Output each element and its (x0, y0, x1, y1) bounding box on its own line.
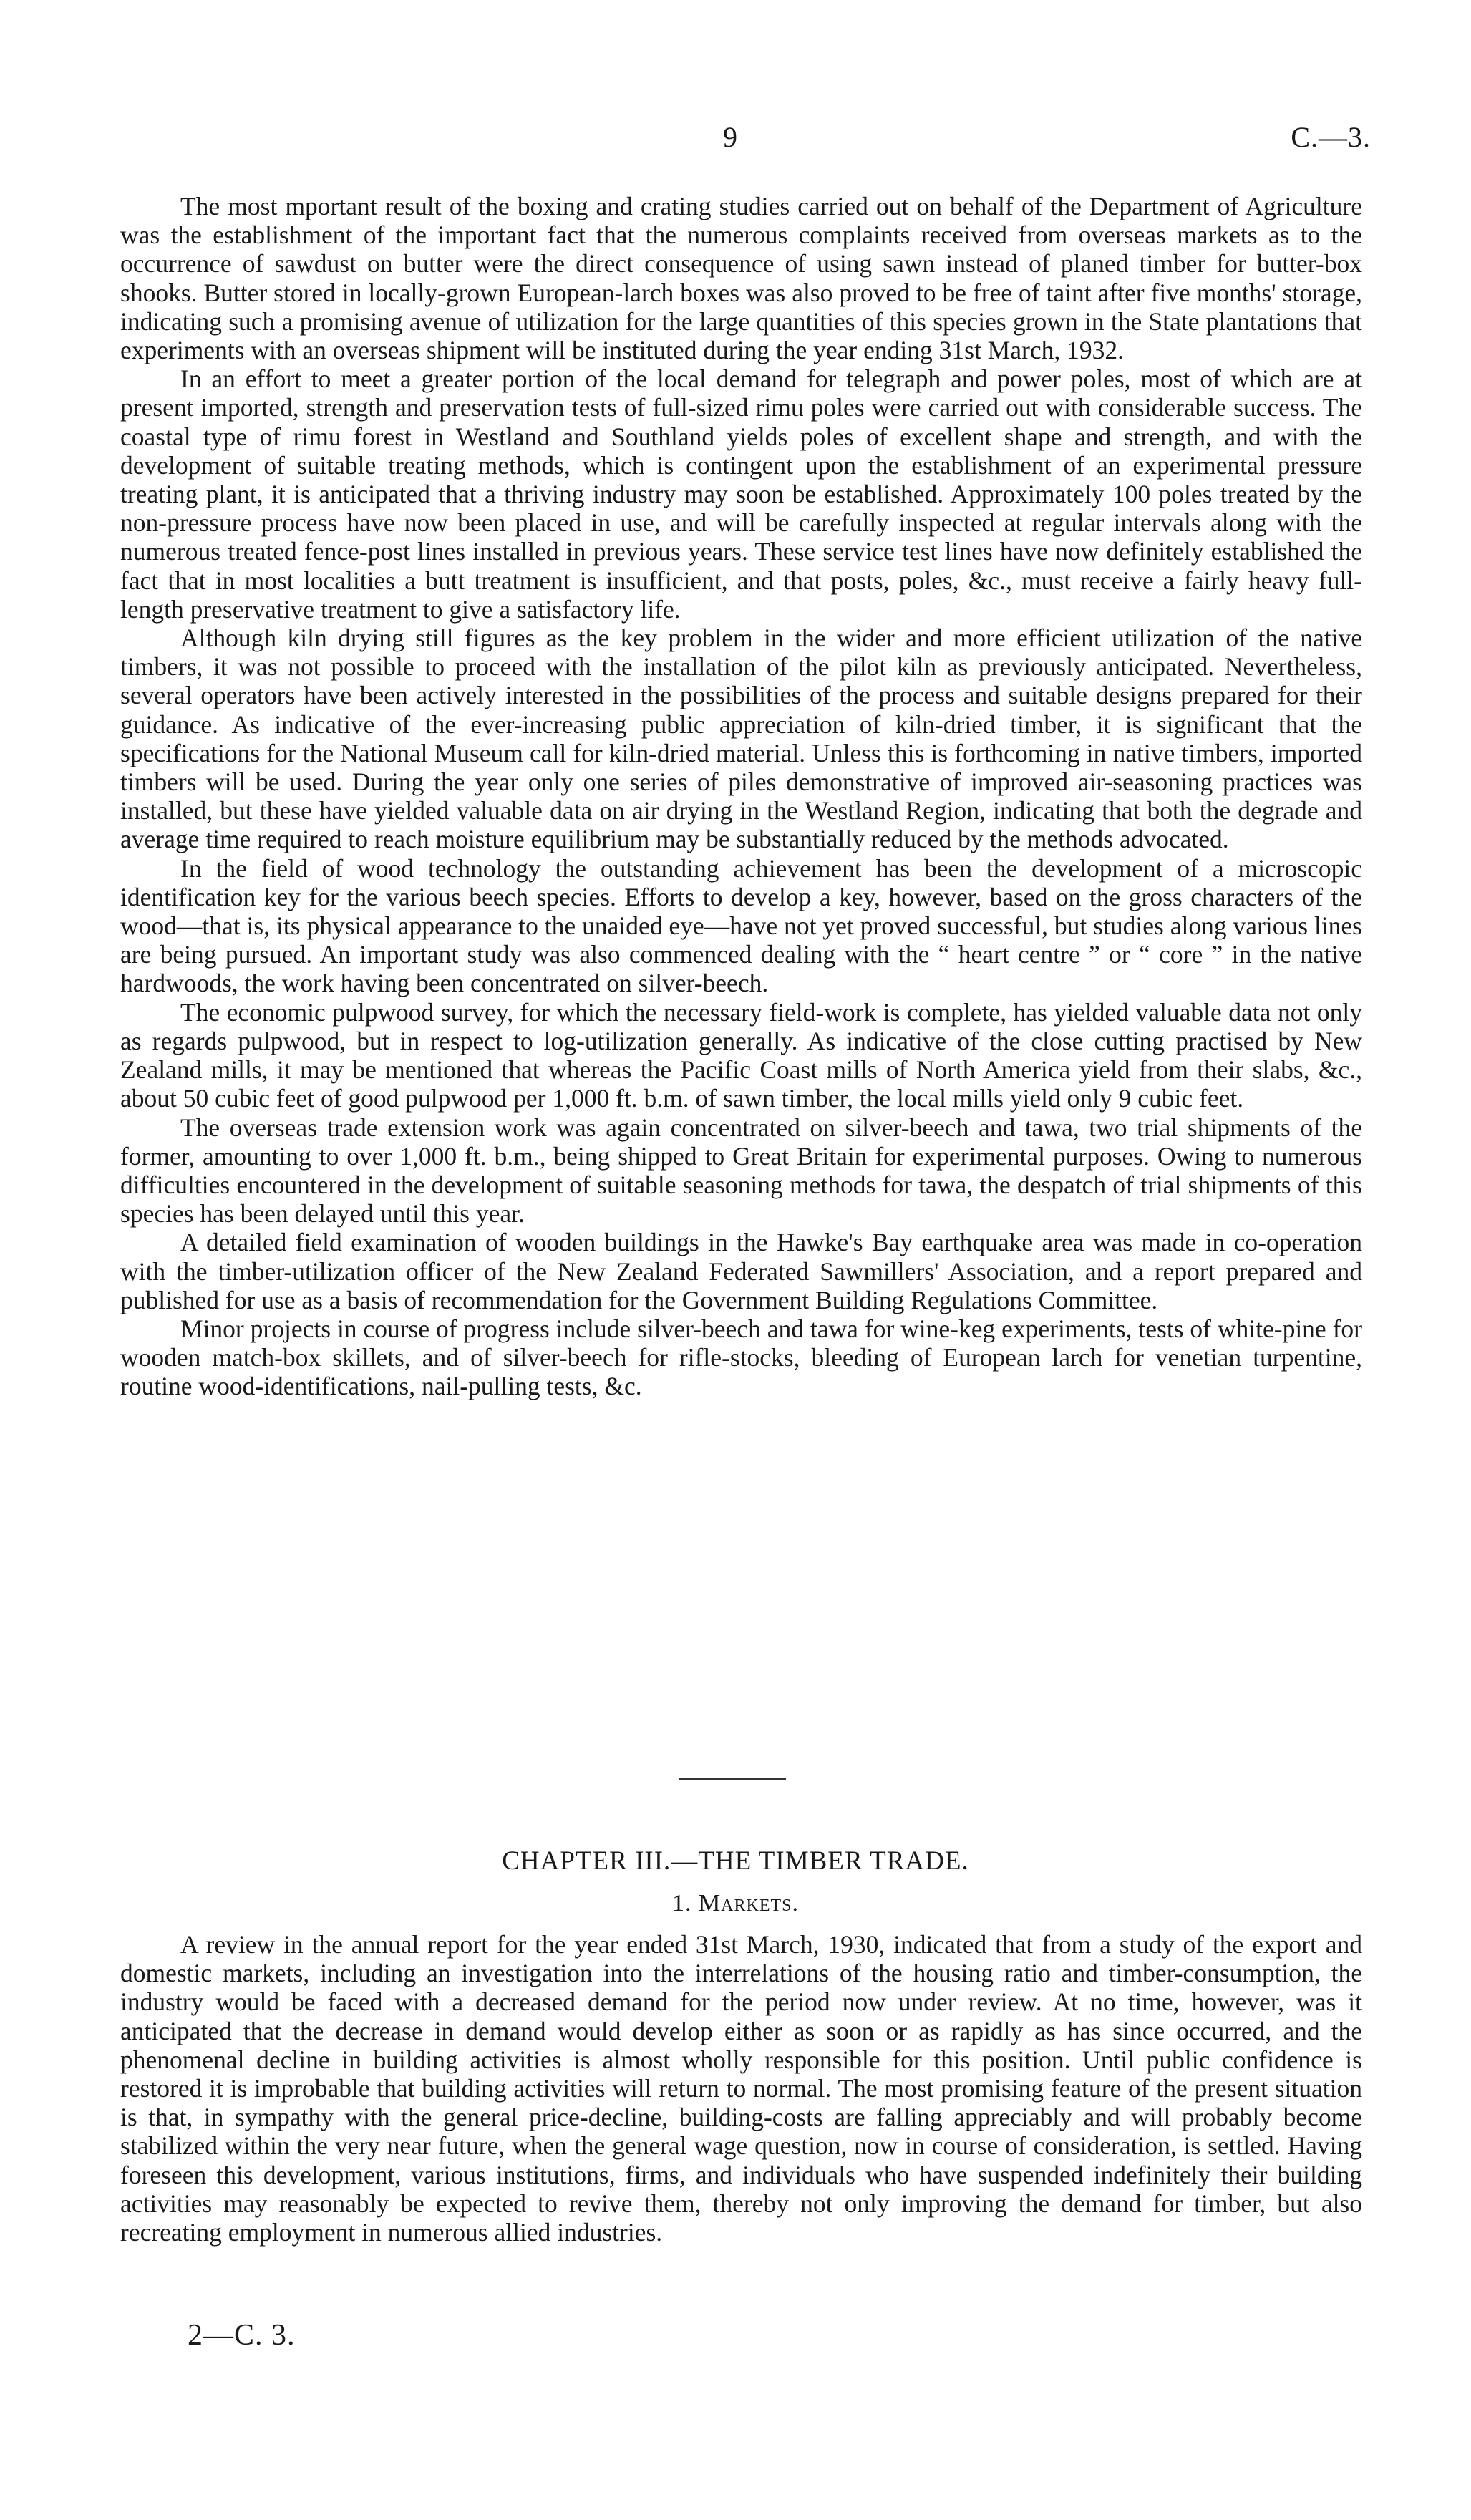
document-reference: C.—3. (1291, 121, 1371, 153)
body-text-block (120, 192, 1362, 1401)
paragraph-earthquake-buildings: A detailed field examination of wooden buildings in the Hawke's Bay earthquake area was made in co-operation with the timber-utilization officer of the New Zealand Federated Sawmillers' Association, and a report prepared and published for use as a basis of recommendation for the Government Building Regulations Committee. (120, 1228, 1362, 1314)
paragraph-boxing-crating: The most mportant result of the boxing and crating studies carried out on behalf of the Department of Agriculture was the establishment of the important fact that the numerous complaints received from overseas markets as to the occurrence of sawdust on butter were the direct consequence of using sawn instead of planed timber for butter-box shooks. Butter stored in locally-grown European-larch boxes was also proved to be free of taint after five months' storage, indicating such a promising avenue of utilization for the large quantities of this species grown in the State plantations that experiments with an overseas shipment will be instituted during the year ending 31st March, 1932. (120, 192, 1362, 365)
paragraph-minor-projects: Minor projects in course of progress include silver-beech and tawa for wine-keg experiments, tests of white-pine for wooden match-box skillets, and of silver-beech for rifle-stocks, bleeding of European larch for venetian turpentine, routine wood-identifications, nail-pulling tests, &c. (120, 1314, 1362, 1401)
section-title: 1. Markets. (671, 1890, 800, 1916)
paragraph-kiln-drying: Although kiln drying still figures as the key problem in the wider and more efficient utilization of the native timbers, it was not possible to proceed with the installation of the pilot kiln as previously anticipated. Nevertheless, several operators have been actively interested in the possibilities of the process and suitable designs prepared for their guidance. As indicative of the ever-increasing public appreciation of kiln-dried timber, it is significant that the specifications for the National Museum call for kiln-dried material. Unless this is forthcoming in native timbers, imported timbers will be used. During the year only one series of piles demonstrative of improved air-seasoning practices was installed, but these have yielded valuable data on air drying in the Westland Region, indicating that both the degrade and average time required to reach moisture equilibrium may be substantially reduced by the methods advocated. (120, 624, 1362, 854)
page-header (0, 120, 1471, 156)
chapter-title: CHAPTER III.—THE TIMBER TRADE. (502, 1846, 969, 1876)
chapter-body-text (120, 1930, 1362, 2247)
section-divider (679, 1778, 786, 1780)
paragraph-overseas-trade: The overseas trade extension work was again concentrated on silver-beech and tawa, two trial shipments of the former, amounting to over 1,000 ft. b.m., being shipped to Great Britain for experimental purposes. Owing to numerous difficulties encountered in the development of suitable seasoning methods for tawa, the despatch of trial shipments of this species has been delayed until this year. (120, 1113, 1362, 1228)
paragraph-poles: In an effort to meet a greater portion of the local demand for telegraph and power poles, most of which are at present imported, strength and preservation tests of full-sized rimu poles were carried out with considerable success. The coastal type of rimu forest in Westland and Southland yields poles of excellent shape and strength, and with the development of suitable treating methods, which is contingent upon the establishment of an experimental pressure treating plant, it is anticipated that a thriving industry may soon be established. Approximately 100 poles treated by the non-pressure process have now been placed in use, and will be carefully inspected at regular intervals along with the numerous treated fence-post lines installed in previous years. These service test lines have now definitely established the fact that in most localities a butt treatment is insufficient, and that posts, poles, &c., must receive a fairly heavy full-length preservative treatment to give a satisfactory life. (120, 364, 1362, 624)
paragraph-wood-technology: In the field of wood technology the outstanding achievement has been the development of a microscopic identification key for the various beech species. Efforts to develop a key, however, based on the gross characters of the wood—that is, its physical appearance to the unaided eye—have not yet proved successful, but studies along various lines are being pursued. An important study was also commenced dealing with the “ heart centre ” or “ core ” in the native hardwoods, the work having been concentrated on silver-beech. (120, 853, 1362, 998)
paragraph-markets: A review in the annual report for the year ended 31st March, 1930, indicated that from a study of the export and domestic markets, including an investigation into the interrelations of the housing ratio and timber-consumption, the industry would be faced with a decreased demand for the period now under review. At no time, however, was it anticipated that the decrease in demand would develop either as soon or as rapidly as has since occurred, and the phenomenal decline in building activities is almost wholly responsible for this position. Until public confidence is restored it is improbable that building activities will return to normal. The most promising feature of the present situation is that, in sympathy with the general price-decline, building-costs are falling appreciably and will probably become stabilized within the very near future, when the general wage question, now in course of consideration, is settled. Having foreseen this development, various institutions, firms, and individuals who have suspended indefinitely their building activities may reasonably be expected to revive them, thereby not only improving the demand for timber, but also recreating employment in numerous allied industries. (120, 1930, 1362, 2247)
page-number: 9 (723, 121, 737, 153)
signature-mark: 2—C. 3. (188, 2319, 296, 2352)
paragraph-pulpwood-survey: The economic pulpwood survey, for which the necessary field-work is complete, has yielded valuable data not only as regards pulpwood, but in respect to log-utilization generally. As indicative of the close cutting practised by New Zealand mills, it may be mentioned that whereas the Pacific Coast mills of North America yield from their slabs, &c., about 50 cubic feet of good pulpwood per 1,000 ft. b.m. of sawn timber, the local mills yield only 9 cubic feet. (120, 997, 1362, 1113)
